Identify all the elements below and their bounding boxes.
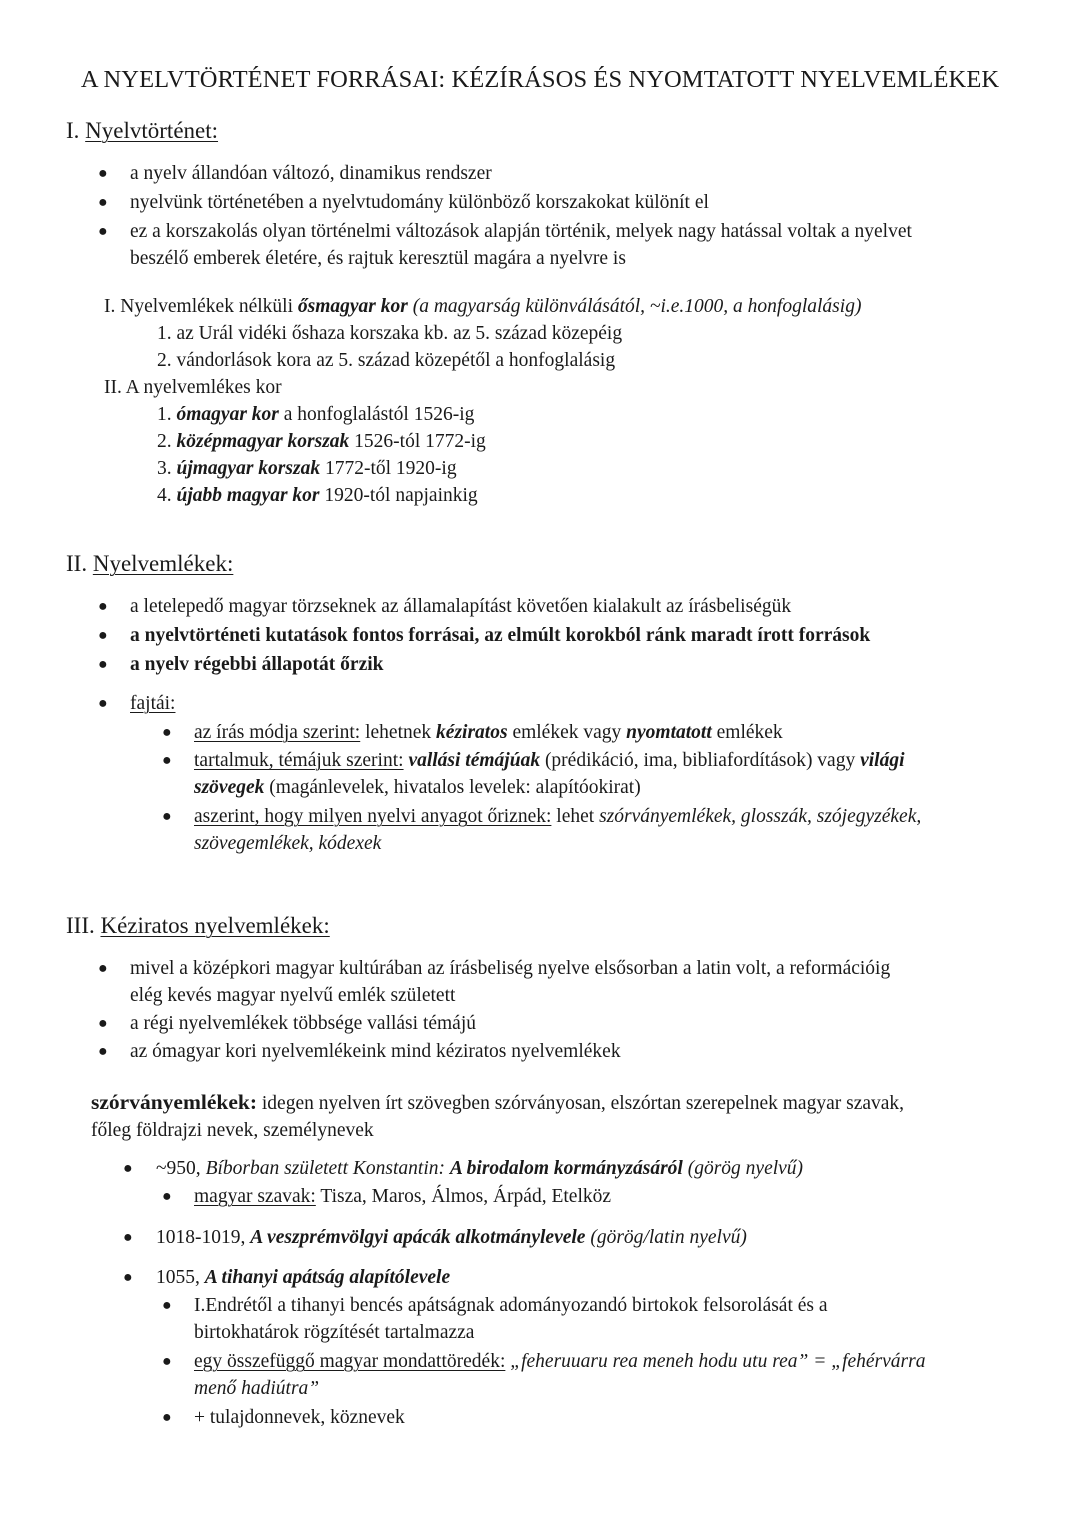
bullet-dot: ● <box>98 695 108 712</box>
language-note: (görög nyelvű) <box>682 1158 804 1179</box>
type-by-material-continuation: szövegemlékek, kódexek <box>194 833 382 854</box>
sub-period <box>157 401 474 428</box>
term: vallási témájúak <box>408 750 541 771</box>
bullet-dot: ● <box>98 223 108 240</box>
bullet-dot: ● <box>162 1188 172 1205</box>
term: középmagyar korszak <box>176 431 350 452</box>
text: Tisza, Maros, Álmos, Árpád, Etelköz <box>315 1186 612 1207</box>
list-item: a régi nyelvemlékek többsége vallási témájú <box>130 1013 477 1034</box>
list-item: nyelvünk történetében a nyelvtudomány különböző korszakokat különít el <box>130 192 709 213</box>
text: emlékek <box>711 722 783 743</box>
definition-text: idegen nyelven írt szövegben szórványosan, elszórtan szerepelnek magyar szavak, <box>257 1093 905 1114</box>
period-no-records <box>104 293 861 320</box>
author: Bíborban született Konstantin: <box>205 1158 450 1179</box>
bullet-dot: ● <box>162 808 172 825</box>
text: a honfoglalástól 1526-ig <box>278 404 475 425</box>
section-number: II. <box>66 551 88 576</box>
type-by-content <box>194 747 905 774</box>
bullet-dot: ● <box>162 1297 172 1314</box>
sub-item <box>194 1348 925 1375</box>
section-heading-keziratos <box>66 913 330 939</box>
list-item: mivel a középkori magyar kultúrában az írásbeliség nyelve elsősorban a latin volt, a reformációig <box>130 958 891 979</box>
example-veszpremvolgy <box>156 1224 747 1251</box>
list-item: az ómagyar kori nyelvemlékeink mind kéziratos nyelvemlékek <box>130 1041 621 1062</box>
term-list: szórványemlékek, glosszák, szójegyzékek, <box>599 806 922 827</box>
text: 1526-tól 1772-ig <box>349 431 486 452</box>
label: egy összefüggő magyar mondattöredék: <box>194 1351 506 1372</box>
definition-term: szórványemlékek: <box>91 1090 257 1114</box>
sub-item-continuation: birtokhatárok rögzítését tartalmazza <box>194 1322 475 1343</box>
text: 1772-től 1920-ig <box>320 458 457 479</box>
number: 3. <box>157 458 177 479</box>
list-item: a nyelv állandóan változó, dinamikus rendszer <box>130 163 492 184</box>
section-title: Nyelvtörténet: <box>85 118 219 143</box>
section-number: III. <box>66 913 95 938</box>
sub-period: 2. vándorlások kora az 5. század közepétől a honfoglalásig <box>157 350 616 371</box>
note: (a magyarság különválásától, ~i.e.1000, a honfoglalásig) <box>407 296 862 317</box>
text: lehet <box>551 806 600 827</box>
term: ómagyar kor <box>176 404 279 425</box>
work-title: A tihanyi apátság alapítólevele <box>204 1267 451 1288</box>
sub-period <box>157 428 486 455</box>
sub-item-continuation: menő hadiútra” <box>194 1378 320 1399</box>
type-by-content-continuation <box>194 774 641 801</box>
sub-period <box>157 455 457 482</box>
term: nyomtatott <box>626 722 712 743</box>
bullet-dot: ● <box>123 1229 133 1246</box>
list-item-continuation: beszélő emberek életére, és rajtuk keresztül magára a nyelvre is <box>130 248 626 269</box>
text: (prédikáció, ima, bibliafordítások) vagy <box>540 750 861 771</box>
bullet-dot: ● <box>98 1043 108 1060</box>
bullet-dot: ● <box>162 1409 172 1426</box>
text: lehetnek <box>360 722 437 743</box>
bullet-dot: ● <box>123 1269 133 1286</box>
definition <box>91 1089 904 1117</box>
list-item: ez a korszakolás olyan történelmi változások alapján történik, melyek nagy hatással voltak a nyelvet <box>130 221 912 242</box>
term: újabb magyar kor <box>176 485 320 506</box>
sub-period: 1. az Urál vidéki őshaza korszaka kb. az 5. század közepéig <box>157 323 623 344</box>
text: I. Nyelvemlékek nélküli <box>104 296 298 317</box>
bullet-dot: ● <box>123 1160 133 1177</box>
section-number: I. <box>66 118 80 143</box>
bullet-dot: ● <box>98 960 108 977</box>
date: ~950, <box>156 1158 206 1179</box>
definition-continuation: főleg földrajzi nevek, személynevek <box>91 1120 374 1141</box>
bullet-dot: ● <box>98 656 108 673</box>
list-item-continuation: elég kevés magyar nyelvű emlék született <box>130 985 456 1006</box>
example-tihany <box>156 1264 450 1291</box>
section-heading-nyelvemlekek <box>66 551 233 577</box>
criterion: aszerint, hogy milyen nyelvi anyagot őriznek: <box>194 806 552 827</box>
section-title: Nyelvemlékek: <box>92 551 234 576</box>
term: kéziratos <box>436 722 508 743</box>
term: újmagyar korszak <box>176 458 321 479</box>
type-by-material <box>194 803 921 830</box>
date: 1018-1019, <box>156 1227 251 1248</box>
bullet-dot: ● <box>98 1015 108 1032</box>
label: magyar szavak: <box>194 1186 316 1207</box>
list-item: a nyelv régebbi állapotát őrzik <box>130 654 384 675</box>
sub-item: I.Endrétől a tihanyi bencés apátságnak adományozandó birtokok felsorolását és a <box>194 1295 828 1316</box>
criterion: az írás módja szerint: <box>194 722 361 743</box>
bullet-dot: ● <box>98 194 108 211</box>
bullet-dot: ● <box>162 1353 172 1370</box>
date: 1055, <box>156 1267 205 1288</box>
number: 4. <box>157 485 177 506</box>
sub-item: + tulajdonnevek, köznevek <box>194 1407 405 1428</box>
hungarian-words <box>194 1183 611 1210</box>
section-heading-nyelvtortenet <box>66 118 218 144</box>
work-title: A birodalom kormányzásáról <box>449 1158 683 1179</box>
section-title: Kéziratos nyelvemlékek: <box>100 913 330 938</box>
bullet-dot: ● <box>98 165 108 182</box>
text: 1920-tól napjainkig <box>319 485 478 506</box>
types-label: fajtái: <box>130 693 176 714</box>
text: emlékek vagy <box>507 722 627 743</box>
term: világi <box>860 750 905 771</box>
quote: „feheruuaru rea meneh hodu utu rea” = „fehérvárra <box>505 1351 926 1372</box>
bullet-dot: ● <box>98 598 108 615</box>
list-item: a nyelvtörténeti kutatások fontos forrásai, az elmúlt korokból ránk maradt írott források <box>130 625 871 646</box>
number: 2. <box>157 431 177 452</box>
text: (magánlevelek, hivatalos levelek: alapítóokirat) <box>264 777 641 798</box>
bullet-dot: ● <box>162 724 172 741</box>
bullet-dot: ● <box>162 752 172 769</box>
term: szövegek <box>194 777 265 798</box>
criterion: tartalmuk, témájuk szerint: <box>194 750 404 771</box>
term: ősmagyar kor <box>297 296 408 317</box>
sub-period <box>157 482 478 509</box>
period-with-records: II. A nyelvemlékes kor <box>104 377 282 398</box>
example-konstantin <box>156 1155 803 1182</box>
type-by-writing <box>194 719 783 746</box>
page-title: A NYELVTÖRTÉNET FORRÁSAI: KÉZÍRÁSOS ÉS NYOMTATOTT NYELVEMLÉKEK <box>80 66 1000 93</box>
number: 1. <box>157 404 177 425</box>
language-note: (görög/latin nyelvű) <box>585 1227 747 1248</box>
list-item: a letelepedő magyar törzseknek az államalapítást követően kialakult az írásbeliségük <box>130 596 792 617</box>
work-title: A veszprémvölgyi apácák alkotmánylevele <box>250 1227 586 1248</box>
bullet-dot: ● <box>98 627 108 644</box>
